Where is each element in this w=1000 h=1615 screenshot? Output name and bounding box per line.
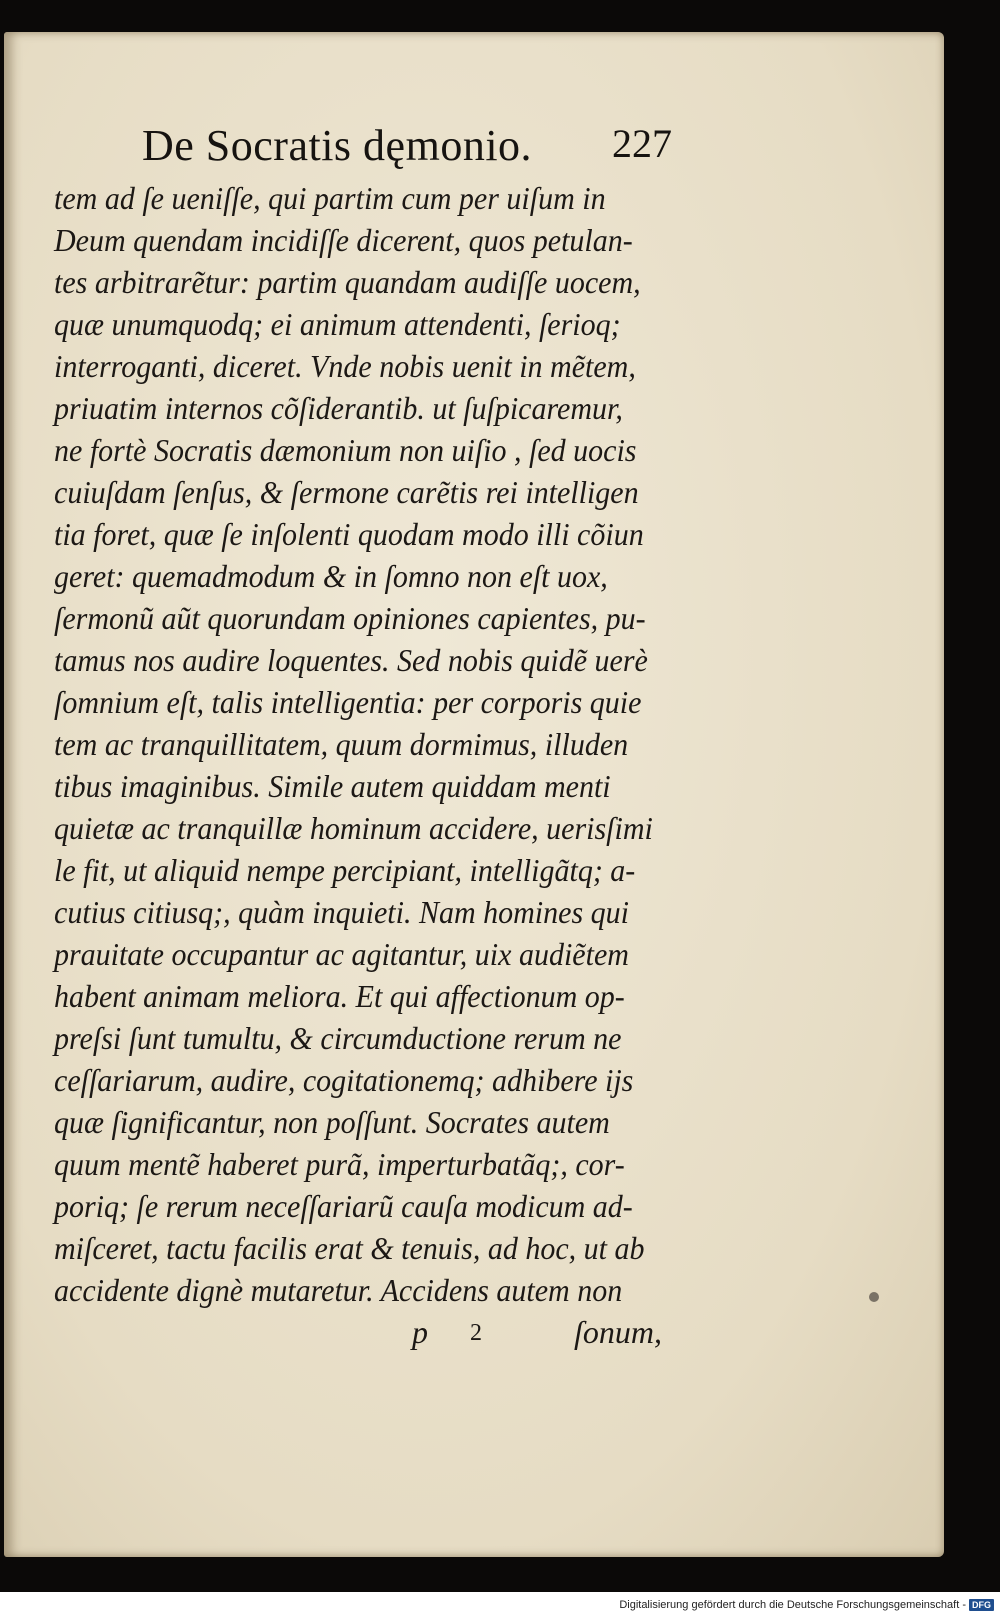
text-line: poriq; ſe rerum neceſſariarũ cauſa modicum ad- [54,1188,633,1224]
text-line: tes arbitrarẽtur: partim quandam audiſſe uocem, [54,264,641,300]
text-line: geret: quemadmodum & in ſomno non eſt uox, [54,558,608,594]
text-line: cuiuſdam ſenſus, & ſermone carẽtis rei intelligen [54,474,639,510]
text-line: tem ac tranquillitatem, quum dormimus, illuden [54,726,629,762]
signature-mark: p [412,1314,428,1350]
text-line: preſsi ſunt tumultu, & circumductione rerum ne [54,1020,622,1056]
dfg-logo: DFG [969,1599,994,1611]
text-line: ceſſariarum, audire, cogitationemq; adhibere ijs [54,1062,634,1098]
text-line: quæ ſignificantur, non poſſunt. Socrates autem [54,1104,610,1140]
credit-text: Digitalisierung gefördert durch die Deutsche Forschungsgemeinschaft - [619,1599,966,1611]
text-line: ſomnium eſt, talis intelligentia: per corporis quie [54,684,642,720]
text-line: quietæ ac tranquillæ hominum accidere, uerisſimi [54,810,653,846]
body-text [54,177,694,1311]
text-line: quæ unumquodq; ei animum attendenti, ſerioq; [54,306,621,342]
digitization-credit [619,1597,994,1613]
page-header [132,120,672,180]
text-line: quum mentẽ haberet purã, imperturbatãq;, cor- [54,1146,625,1182]
text-line: cutius citiusq;, quàm inquieti. Nam homines qui [54,894,629,930]
paper-stain [869,1292,879,1302]
text-line: tem ad ſe ueniſſe, qui partim cum per uiſum in [54,180,606,216]
text-line: miſceret, tactu facilis erat & tenuis, ad hoc, ut ab [54,1230,645,1266]
text-line: ſermonũ aũt quorundam opiniones capientes, pu- [54,600,646,636]
text-line: interroganti, diceret. Vnde nobis uenit in mẽtem, [54,348,636,384]
book-page [4,32,944,1557]
text-line: tamus nos audire loquentes. Sed nobis quidẽ uerè [54,642,648,678]
page-number: 227 [612,121,672,166]
text-line: le fit, ut aliquid nempe percipiant, intelligãtq; a- [54,852,636,888]
page-footer [404,1314,704,1354]
text-line: ne fortè Socratis dæmonium non uiſio , ſed uocis [54,432,637,468]
text-line: priuatim internos cõſiderantib. ut ſuſpicaremur, [54,390,623,426]
text-line: prauitate occupantur ac agitantur, uix audiẽtem [54,936,629,972]
signature-number: 2 [470,1320,482,1346]
text-line: tibus imaginibus. Simile autem quiddam menti [54,768,611,804]
text-line: habent animam meliora. Et qui affectionum op- [54,978,625,1014]
text-line: tia foret, quæ ſe inſolenti quodam modo illi cõiun [54,516,644,552]
text-line: Deum quendam incidiſſe dicerent, quos petulan- [54,222,633,258]
catchword: ſonum, [574,1314,662,1350]
text-line: accidente dignè mutaretur. Accidens autem non [54,1272,623,1308]
running-head: De Socratis dęmonio. [142,121,533,170]
